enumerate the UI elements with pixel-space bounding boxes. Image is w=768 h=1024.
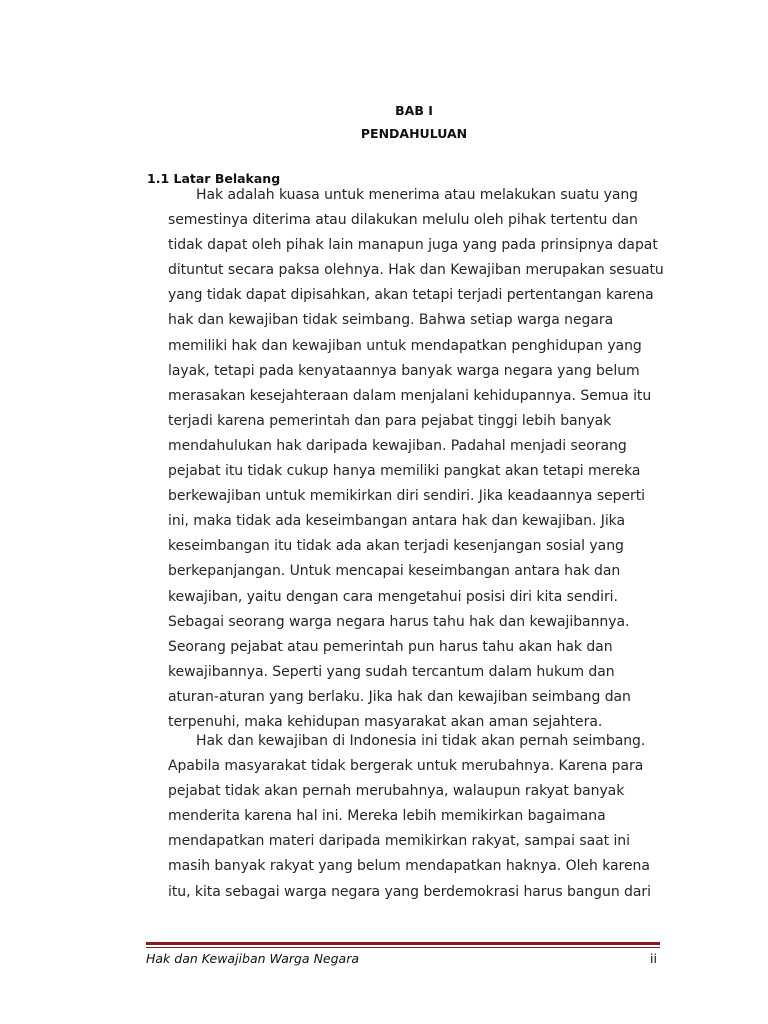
- footer-title: Hak dan Kewajiban Warga Negara: [146, 951, 360, 966]
- footer-rule-thin: [146, 947, 660, 948]
- paragraph-line: ini, maka tidak ada keseimbangan antara hak dan kewajiban. Jika: [168, 513, 626, 530]
- paragraph-line: berkepanjangan. Untuk mencapai keseimbangan antara hak dan: [168, 563, 621, 580]
- paragraph-line: berkewajiban untuk memikirkan diri sendiri. Jika keadaannya seperti: [168, 488, 646, 505]
- paragraph-line: memiliki hak dan kewajiban untuk mendapatkan penghidupan yang: [168, 337, 642, 354]
- paragraph-line: itu, kita sebagai warga negara yang berdemokrasi harus bangun dari: [168, 883, 651, 900]
- paragraph-line: Apabila masyarakat tidak bergerak untuk merubahnya. Karena para: [168, 758, 644, 775]
- page-number: ii: [650, 951, 657, 966]
- paragraph-1: [168, 183, 668, 735]
- paragraph-line: pejabat itu tidak cukup hanya memiliki pangkat akan tetapi mereka: [168, 463, 641, 480]
- paragraph-line: aturan-aturan yang berlaku. Jika hak dan kewajiban seimbang dan: [168, 688, 631, 705]
- paragraph-line: dituntut secara paksa olehnya. Hak dan Kewajiban merupakan sesuatu: [168, 262, 664, 279]
- paragraph-line: layak, tetapi pada kenyataannya banyak warga negara yang belum: [168, 362, 640, 379]
- paragraph-line: keseimbangan itu tidak ada akan terjadi kesenjangan sosial yang: [168, 538, 624, 555]
- paragraph-line: masih banyak rakyat yang belum mendapatkan haknya. Oleh karena: [168, 858, 650, 875]
- paragraph-line: tidak dapat oleh pihak lain manapun juga yang pada prinsipnya dapat: [168, 237, 658, 254]
- paragraph-line: kewajiban, yaitu dengan cara mengetahui posisi diri kita sendiri.: [168, 588, 618, 605]
- footer-rule-thick: [146, 942, 660, 945]
- paragraph-line: Sebagai seorang warga negara harus tahu hak dan kewajibannya.: [168, 613, 630, 630]
- paragraph-line: menderita karena hal ini. Mereka lebih memikirkan bagaimana: [168, 808, 606, 825]
- paragraph-line: terjadi karena pemerintah dan para pejabat tinggi lebih banyak: [168, 412, 612, 429]
- paragraph-2: [168, 729, 668, 905]
- paragraph-line: semestinya diterima atau dilakukan melulu oleh pihak tertentu dan: [168, 212, 638, 229]
- paragraph-line: merasakan kesejahteraan dalam menjalani kehidupannya. Semua itu: [168, 387, 652, 404]
- paragraph-line: kewajibannya. Seperti yang sudah tercantum dalam hukum dan: [168, 663, 615, 680]
- paragraph-line: hak dan kewajiban tidak seimbang. Bahwa setiap warga negara: [168, 312, 614, 329]
- paragraph-line: terpenuhi, maka kehidupan masyarakat akan aman sejahtera.: [168, 713, 603, 730]
- chapter-title: PENDAHULUAN: [360, 126, 468, 141]
- section-heading: 1.1 Latar Belakang: [147, 171, 281, 186]
- paragraph-line: Hak adalah kuasa untuk menerima atau melakukan suatu yang: [196, 187, 639, 203]
- paragraph-line: Hak dan kewajiban di Indonesia ini tidak akan pernah seimbang.: [196, 733, 646, 749]
- paragraph-line: yang tidak dapat dipisahkan, akan tetapi terjadi pertentangan karena: [168, 287, 654, 304]
- paragraph-line: Seorang pejabat atau pemerintah pun harus tahu akan hak dan: [168, 638, 613, 655]
- paragraph-line: mendahulukan hak daripada kewajiban. Padahal menjadi seorang: [168, 437, 627, 454]
- paragraph-line: pejabat tidak akan pernah merubahnya, walaupun rakyat banyak: [168, 783, 625, 800]
- chapter-number: BAB I: [395, 103, 433, 118]
- paragraph-line: mendapatkan materi daripada memikirkan rakyat, sampai saat ini: [168, 833, 630, 850]
